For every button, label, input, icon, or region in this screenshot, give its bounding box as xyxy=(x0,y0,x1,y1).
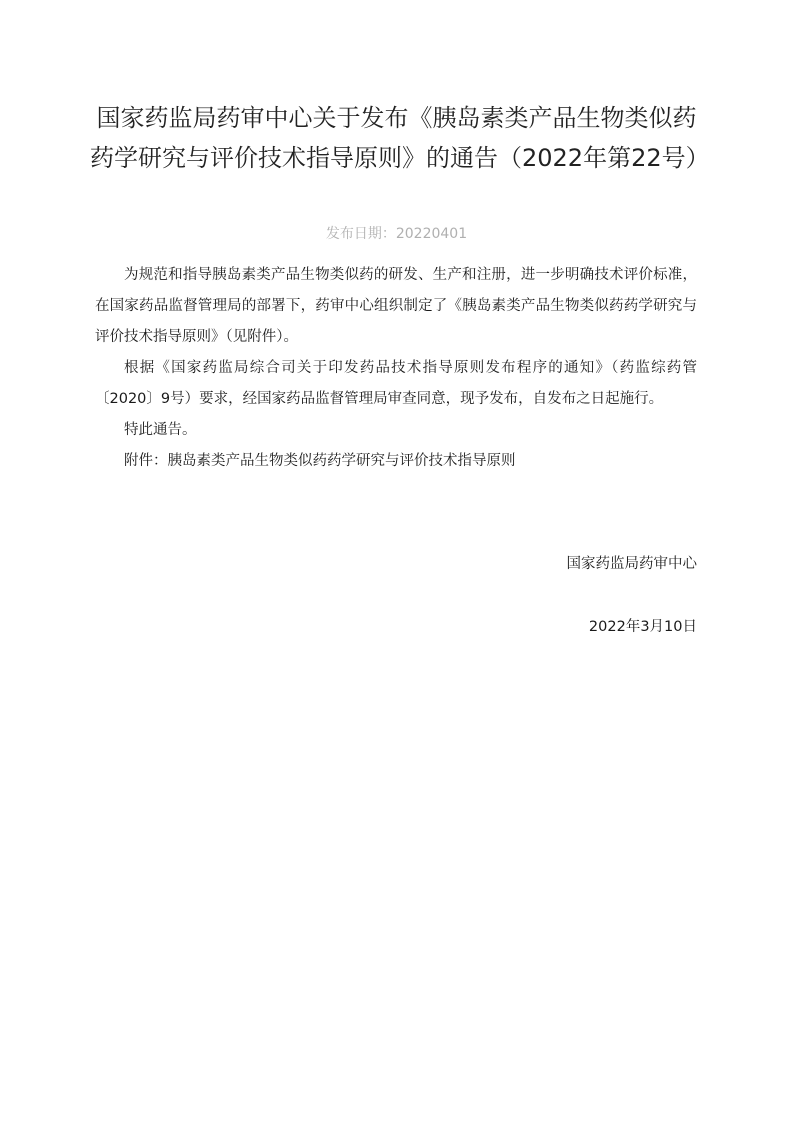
body-paragraph-basis: 根据《国家药监局综合司关于印发药品技术指导原则发布程序的通知》（药监综药管〔2020〕9号）要求，经国家药品监督管理局审查同意，现予发布，自发布之日起施行。 xyxy=(95,360,697,407)
body-paragraph-purpose: 为规范和指导胰岛素类产品生物类似药的研发、生产和注册，进一步明确技术评价标准，在国家药品监督管理局的部署下，药审中心组织制定了《胰岛素类产品生物类似药药学研究与评价技术指导原则》（见附件）。 xyxy=(95,267,697,345)
body-paragraph-attachment: 附件：胰岛素类产品生物类似药药学研究与评价技术指导原则 xyxy=(124,453,516,469)
signature-organization: 国家药监局药审中心 xyxy=(566,556,697,572)
notice-title: 国家药监局药审中心关于发布《胰岛素类产品生物类似药药学研究与评价技术指导原则》的通告（2022年第22号） xyxy=(90,104,710,172)
body-paragraph-notice: 特此通告。 xyxy=(124,422,197,438)
notice-body xyxy=(95,260,697,477)
signature-date: 2022年3月10日 xyxy=(588,619,697,635)
publish-date: 发布日期：20220401 xyxy=(325,226,468,242)
